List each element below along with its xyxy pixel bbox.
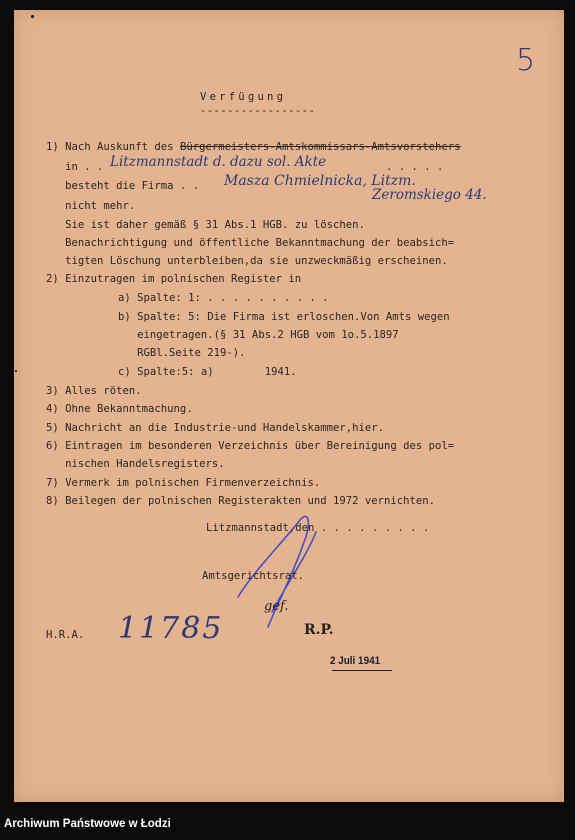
item1-line3: besteht die Firma . . <box>46 180 200 192</box>
item1-line1-text: 1) Nach Auskunft des <box>46 141 180 153</box>
handwriting-location: Litzmannstadt d. dazu sol. Akte <box>110 154 327 170</box>
item1-line7: tigten Löschung unterbleiben,da sie unzweckmäßig erscheinen. <box>46 255 448 267</box>
document-page <box>14 10 564 802</box>
item-6-continued: nischen Handelsregisters. <box>46 458 225 470</box>
item1-line1 <box>46 142 461 153</box>
item2-spalte-b3: RGBl.Seite 219-). <box>118 347 246 359</box>
item-4: 4) Ohne Bekanntmachung. <box>46 403 193 415</box>
item1-line1-struck: Bürgermeisters-Amtskommissars-Amtsvorstehers <box>179 141 461 153</box>
handwriting-firm-name: Masza Chmielnicka, Litzm. <box>224 173 416 189</box>
hra-label: H.R.A. <box>46 629 85 641</box>
initials-rp: R.P. <box>304 622 334 638</box>
date-stamp-underline <box>332 670 392 671</box>
item2-line1: 2) Einzutragen im polnischen Register in <box>46 273 302 285</box>
date-stamp: 2 Juli 1941 <box>330 655 381 667</box>
punch-mark-mid <box>15 370 17 372</box>
item-5: 5) Nachricht an die Industrie-und Handelskammer,hier. <box>46 422 385 434</box>
item2-spalte-c: c) Spalte:5: a) 1941. <box>118 366 297 378</box>
title-underline: ----------------- <box>200 105 316 117</box>
archive-footer-label: Archiwum Państwowe w Łodzi <box>4 818 171 830</box>
item2-spalte-b1: b) Spalte: 5: Die Firma ist erloschen.Von Amts wegen <box>118 311 450 323</box>
page-number: 5 <box>516 43 536 78</box>
initials-gef: gef. <box>264 599 289 614</box>
item2-spalte-b2: eingetragen.(§ 31 Abs.2 HGB vom 1o.5.1897 <box>118 329 399 341</box>
punch-mark-top <box>31 15 34 18</box>
item2-spalte-a: a) Spalte: 1: . . . . . . . . . . <box>118 292 329 304</box>
item1-line6: Benachrichtigung und öffentliche Bekanntmachung der beabsich= <box>46 237 455 249</box>
signature-title: Amtsgerichtsrat. <box>202 570 305 582</box>
item-6: 6) Eintragen im besonderen Verzeichnis über Bereinigung des pol= <box>46 440 455 452</box>
item1-line2: in . . <box>46 161 104 173</box>
handwriting-address: Zeromskiego 44. <box>372 187 487 203</box>
item-8: 8) Beilegen der polnischen Registerakten und 1972 vernichten. <box>46 495 436 507</box>
item-3: 3) Alles röten. <box>46 385 142 397</box>
item1-line4: nicht mehr. <box>46 200 136 212</box>
place-date-line: Litzmannstadt,den . . . . . . . . . <box>206 522 430 534</box>
item1-line2-dots: . . . . . <box>386 161 444 173</box>
document-title: Verfügung <box>200 91 287 103</box>
item-7: 7) Vermerk im polnischen Firmenverzeichnis. <box>46 477 321 489</box>
item1-line5: Sie ist daher gemäß § 31 Abs.1 HGB. zu löschen. <box>46 219 365 231</box>
hra-number: 11785 <box>118 611 224 646</box>
